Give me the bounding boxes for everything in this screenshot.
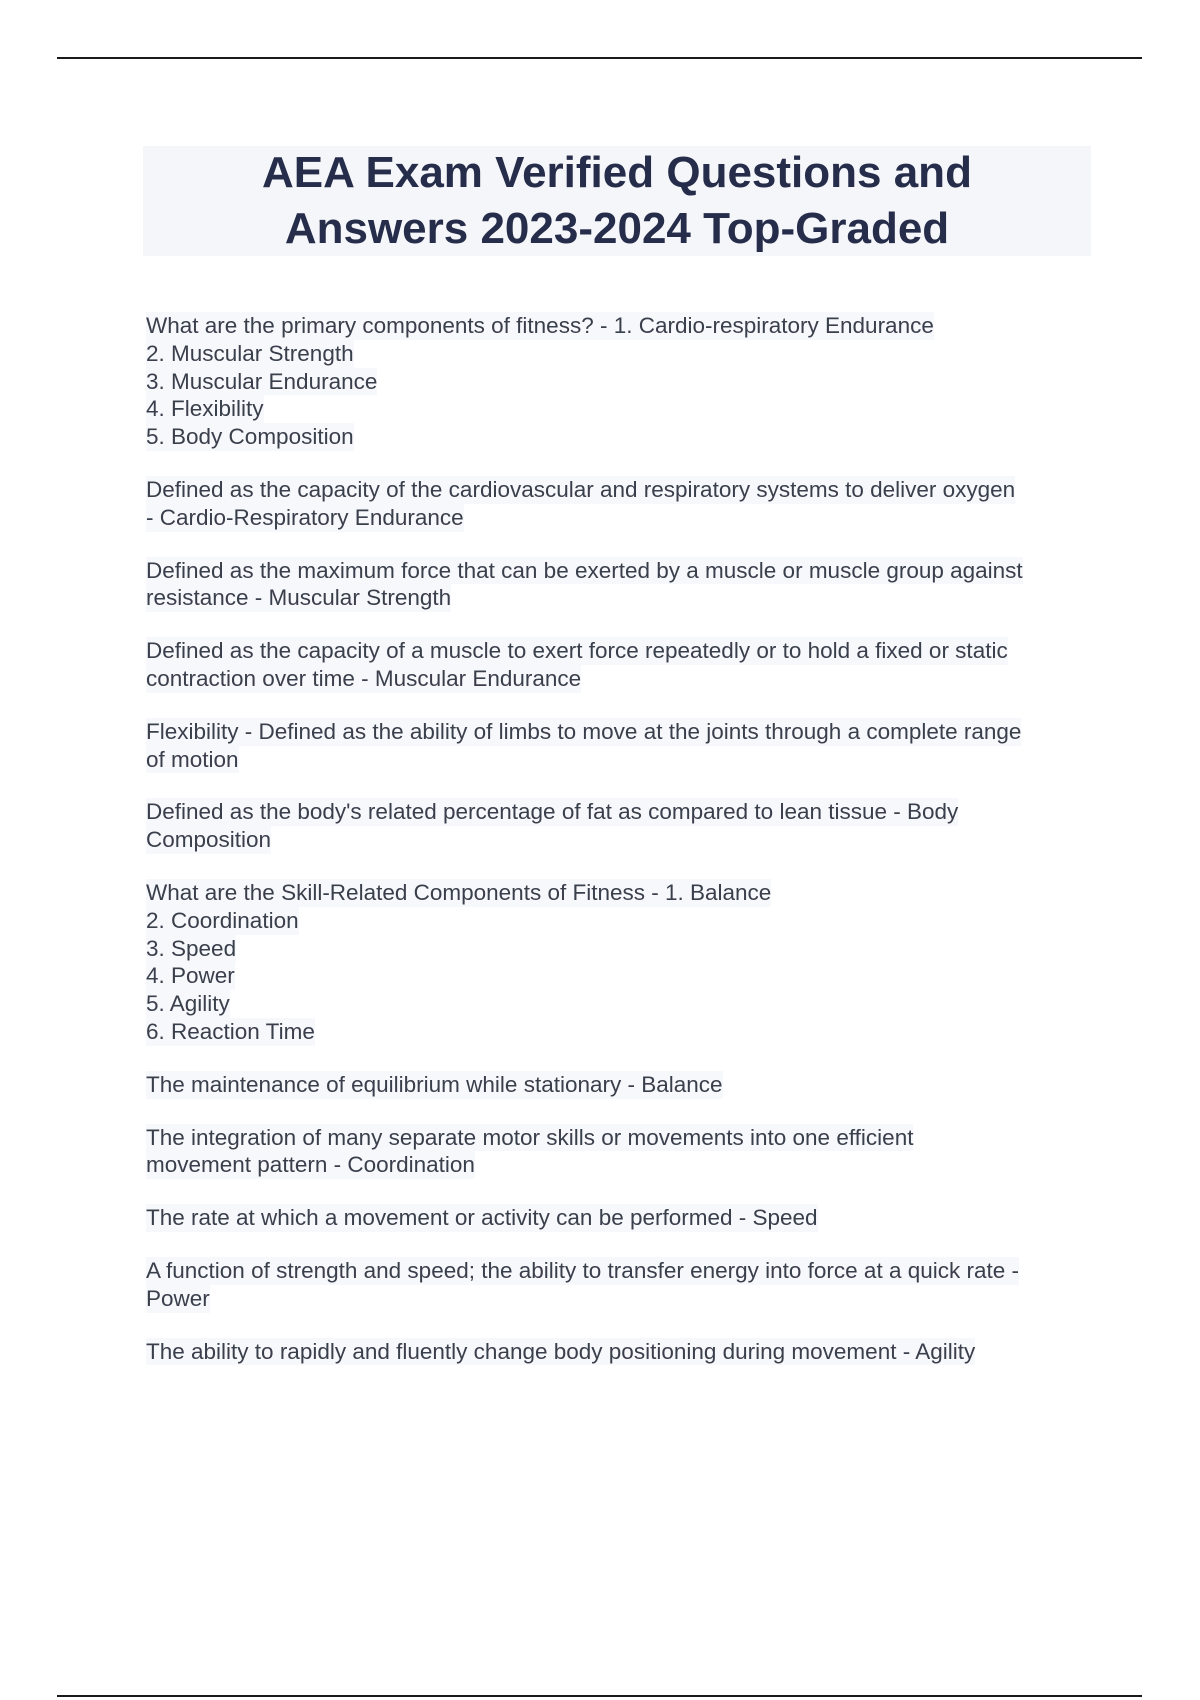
qa-line: of motion bbox=[146, 746, 239, 772]
qa-line: Defined as the capacity of a muscle to exert force repeatedly or to hold a fixed or static bbox=[146, 638, 1008, 664]
qa-coordination bbox=[146, 1124, 1096, 1180]
qa-line: 4. Power bbox=[146, 963, 235, 989]
qa-speed bbox=[146, 1204, 1096, 1232]
qa-line: Composition bbox=[146, 827, 272, 853]
qa-line: The ability to rapidly and fluently change body positioning during movement - Agility bbox=[146, 1338, 976, 1364]
qa-line: Defined as the body's related percentage of fat as compared to lean tissue - Body bbox=[146, 799, 959, 825]
qa-line: movement pattern - Coordination bbox=[146, 1152, 475, 1178]
qa-line: Defined as the capacity of the cardiovascular and respiratory systems to deliver oxygen bbox=[146, 476, 1016, 502]
qa-line: 5. Body Composition bbox=[146, 424, 354, 450]
qa-line: The integration of many separate motor skills or movements into one efficient bbox=[146, 1124, 914, 1150]
qa-line: 2. Muscular Strength bbox=[146, 340, 354, 366]
qa-line: Flexibility - Defined as the ability of limbs to move at the joints through a complete range bbox=[146, 718, 1022, 744]
title-line-2: Answers 2023-2024 Top-Graded bbox=[284, 204, 950, 253]
qa-line: What are the primary components of fitness? - 1. Cardio-respiratory Endurance bbox=[146, 313, 934, 338]
top-rule bbox=[57, 57, 1142, 59]
qa-muscular-endurance bbox=[146, 637, 1096, 693]
qa-balance bbox=[146, 1071, 1096, 1099]
qa-line: Power bbox=[146, 1285, 210, 1311]
qa-list bbox=[146, 312, 1096, 1390]
qa-line: The maintenance of equilibrium while stationary - Balance bbox=[146, 1071, 723, 1097]
qa-line: 3. Muscular Endurance bbox=[146, 368, 378, 394]
title-line-1: AEA Exam Verified Questions and bbox=[262, 148, 972, 197]
qa-agility bbox=[146, 1338, 1096, 1366]
qa-line: The rate at which a movement or activity can be performed - Speed bbox=[146, 1205, 818, 1231]
qa-line: contraction over time - Muscular Endurance bbox=[146, 665, 582, 691]
qa-line: Defined as the maximum force that can be exerted by a muscle or muscle group against bbox=[146, 557, 1023, 583]
qa-line: 4. Flexibility bbox=[146, 396, 264, 422]
qa-line: 6. Reaction Time bbox=[146, 1018, 315, 1044]
qa-cardio-respiratory bbox=[146, 476, 1096, 532]
qa-skill-related-components bbox=[146, 879, 1096, 1046]
document-title bbox=[143, 146, 1091, 256]
qa-body-composition bbox=[146, 798, 1096, 854]
qa-muscular-strength bbox=[146, 557, 1096, 613]
qa-flexibility bbox=[146, 718, 1096, 774]
bottom-rule bbox=[57, 1695, 1142, 1697]
qa-line: - Cardio-Respiratory Endurance bbox=[146, 504, 464, 530]
qa-line: 2. Coordination bbox=[146, 907, 299, 933]
qa-line: What are the Skill-Related Components of Fitness - 1. Balance bbox=[146, 879, 772, 905]
qa-line: A function of strength and speed; the ability to transfer energy into force at a quick rate - bbox=[146, 1257, 1020, 1283]
qa-primary-components bbox=[146, 312, 1096, 451]
qa-power bbox=[146, 1257, 1096, 1313]
qa-line: 5. Agility bbox=[146, 991, 230, 1017]
qa-line: resistance - Muscular Strength bbox=[146, 585, 452, 611]
qa-line: 3. Speed bbox=[146, 935, 237, 961]
